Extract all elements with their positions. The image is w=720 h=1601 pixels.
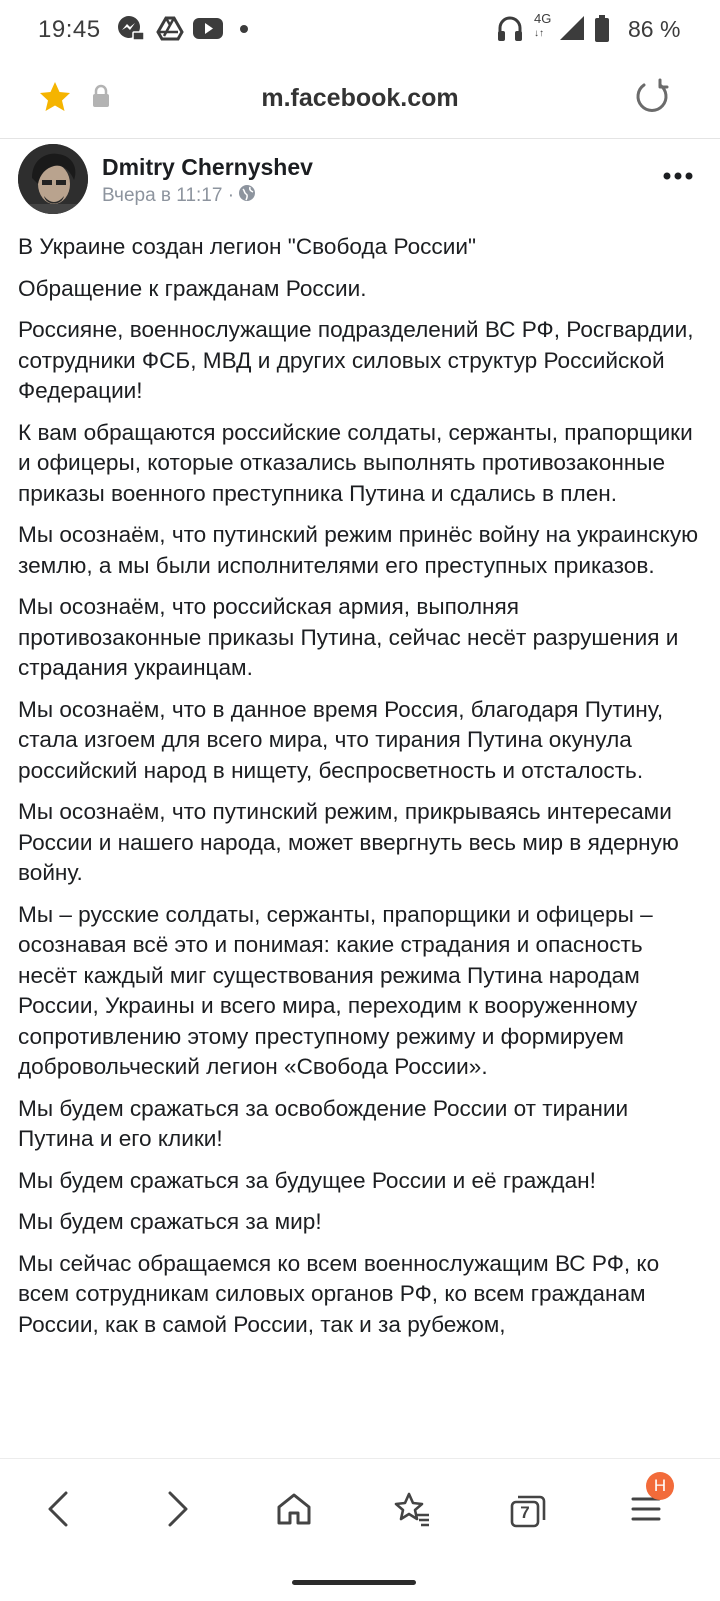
tabs-button[interactable] (498, 1481, 558, 1541)
post-timestamp[interactable]: Вчера в 11:17 · (102, 185, 235, 206)
back-icon (46, 1491, 70, 1532)
avatar[interactable] (18, 144, 88, 214)
back-button[interactable] (28, 1481, 88, 1541)
post-paragraph: Мы будем сражаться за освобождение России от тирании Путина и его клики! (18, 1095, 629, 1151)
post-paragraph: Мы – русские солдаты, сержанты, прапорщики и офицеры – осознавая всё это и понимая: какие страдания и опасность несёт каждый миг существования режима Путина народам России, Украины и всего мира, переходим к вооруженному сопротивлению этому преступному режиму и формируем добровольческий легион «Свобода России». (18, 901, 653, 1079)
post-paragraph: Мы сейчас обращаемся ко всем военнослужащим ВС РФ, ко всем сотрудникам силовых органов РФ, ко всем гражданам России, как в самой России, так и за рубежом, (18, 1250, 660, 1337)
post-meta (102, 184, 256, 208)
post-paragraph: Мы будем сражаться за мир! (18, 1209, 322, 1234)
status-time: 19:45 (38, 16, 101, 43)
gesture-bar[interactable] (292, 1580, 416, 1585)
post-author-name[interactable]: Dmitry Chernyshev (102, 154, 313, 180)
dot-icon (238, 22, 250, 40)
globe-icon (238, 184, 256, 208)
tabs-count: 7 (520, 1503, 530, 1522)
signal-icon (558, 14, 586, 47)
youtube-icon (192, 14, 224, 47)
tabs-icon (510, 1494, 546, 1528)
post-paragraph: Мы осознаём, что российская армия, выполняя противозаконные приказы Путина, сейчас несёт разрушения и страдания украинцам. (18, 594, 679, 680)
drive-icon (156, 14, 184, 47)
menu-icon (631, 1496, 661, 1527)
favorites-icon (393, 1491, 431, 1532)
post-body (18, 232, 708, 1351)
post-paragraph: К вам обращаются российские солдаты, сержанты, прапорщики и офицеры, которые отказались выполнять противозаконные приказы военного преступника Путина и сдались в плен. (18, 419, 693, 506)
post-paragraph: Россияне, военнослужащие подразделений ВС РФ, Росгвардии, сотрудники ФСБ, МВД и других силовых структур Российской Федерации! (18, 317, 694, 403)
post-paragraph: Мы осознаём, что в данное время Россия, благодаря Путину, стала изгоем для всего мира, что тирания Путина окунула российский народ в нищету, беспросветность и отсталость. (18, 696, 664, 783)
battery-icon (594, 14, 610, 49)
post-paragraph: Мы будем сражаться за будущее России и её граждан! (18, 1167, 596, 1193)
favorites-button[interactable] (382, 1481, 442, 1541)
address-bar (0, 62, 720, 139)
home-button[interactable] (264, 1481, 324, 1541)
post-paragraph: Мы осознаём, что путинский режим принёс войну на украинскую землю, а мы были исполнителями его преступных приказов. (18, 522, 699, 578)
reload-icon[interactable] (634, 78, 670, 119)
messenger-notification-icon (116, 14, 146, 49)
forward-button[interactable] (148, 1481, 208, 1541)
post-header (0, 140, 720, 220)
url-field[interactable]: m.facebook.com (261, 84, 459, 112)
menu-notification-badge: H (646, 1472, 674, 1500)
forward-icon (166, 1491, 190, 1532)
headphones-icon (496, 14, 524, 49)
post-paragraph: В Украине создан легион "Свобода России" (18, 234, 476, 259)
network-type-label: 4G ↓↑ (534, 11, 552, 39)
more-options-icon[interactable] (662, 168, 694, 186)
network-type-text: 4G (534, 11, 552, 26)
post-paragraph: Мы осознаём, что путинский режим, прикрываясь интересами России и нашего народа, может ввергнуть весь мир в ядерную войну. (18, 799, 679, 885)
home-icon (276, 1492, 312, 1531)
post-paragraph: Обращение к гражданам России. (18, 275, 367, 301)
status-bar (0, 0, 720, 60)
battery-percentage: 86 % (628, 16, 681, 42)
